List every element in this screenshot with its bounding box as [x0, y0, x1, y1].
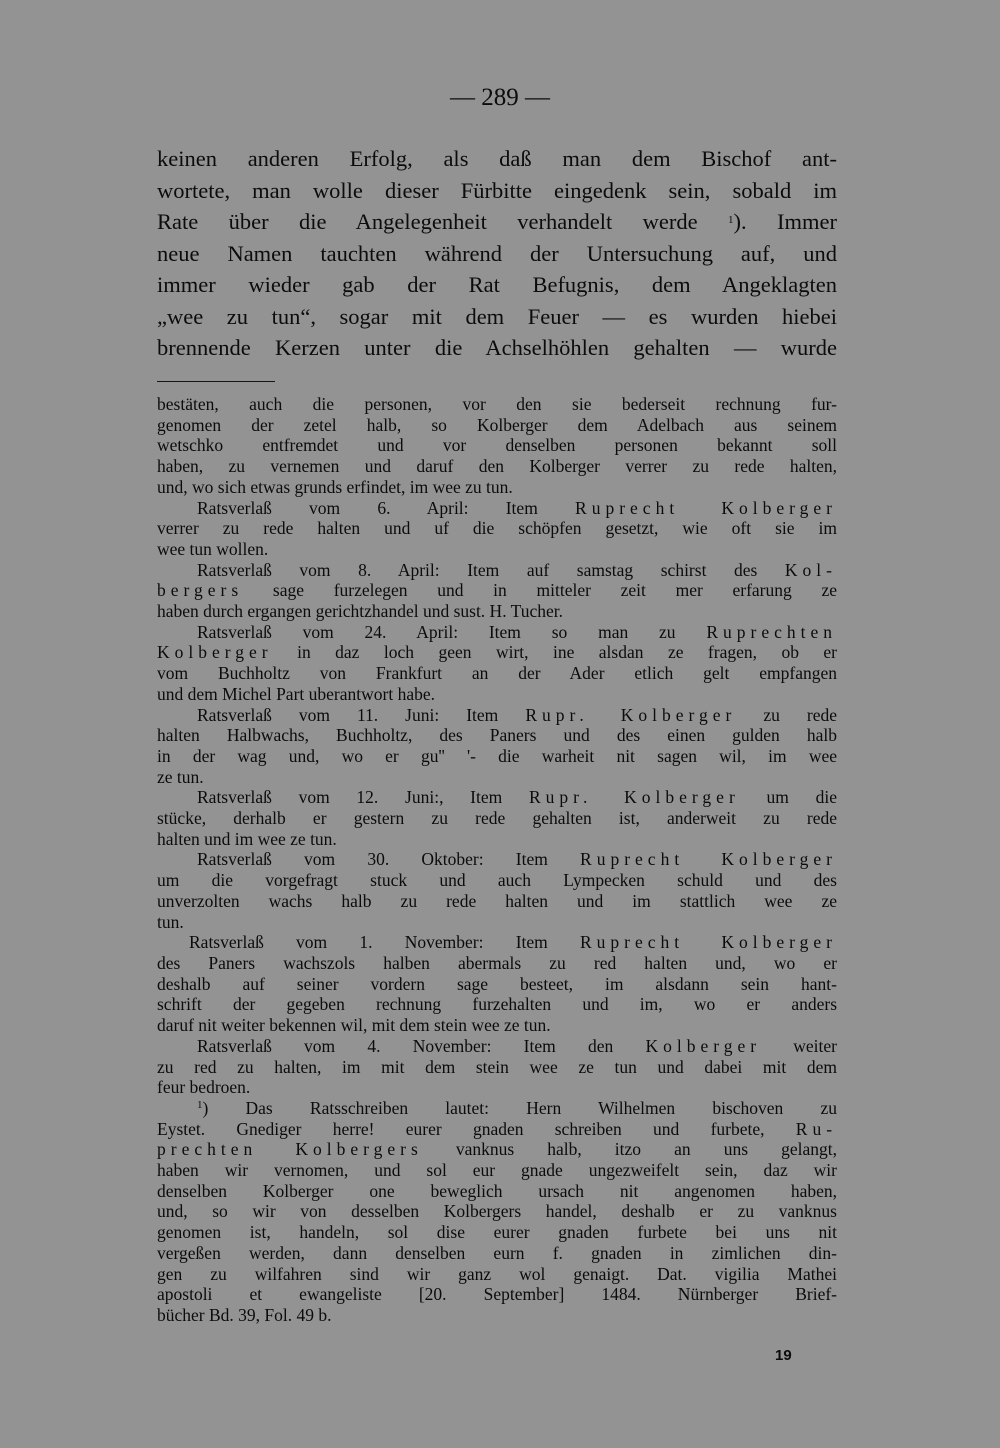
footnote-line: halten Halbwachs, Buchholtz, des Paners und des einen gulden halb	[157, 725, 837, 746]
page-number: — 289 —	[450, 84, 550, 111]
text-fragment: Ratsverlaß vom 24. April: Item so man zu	[197, 621, 676, 642]
spaced-name: Kolberger	[645, 1035, 762, 1056]
footnote-line	[157, 1098, 837, 1119]
footnotes-block	[157, 394, 837, 1326]
spaced-name: Ruprecht Kolberger	[580, 849, 837, 870]
footnote-line: apostoli et ewangeliste [20. September] 1484. Nürnberger Brief-	[157, 1284, 837, 1305]
text-fragment: sage furzelegen und in mitteler zeit mer erfarung ze	[272, 580, 837, 601]
footnote-line: haben wir vernomen, und sol eur gnade ungezweifelt sein, daz wir	[157, 1160, 837, 1181]
text-fragment: Ratsverlaß vom 11. Juni: Item	[197, 704, 499, 725]
footnote-line	[157, 560, 837, 581]
footnote-line: daruf nit weiter bekennen wil, mit dem stein wee ze tun.	[157, 1015, 551, 1036]
footnote-line: genomen der zetel halb, so Kolberger dem Adelbach aus seinem	[157, 414, 837, 435]
footnote-separator	[157, 381, 275, 382]
footnote-marker: 1	[197, 1098, 203, 1111]
main-body-text	[157, 143, 837, 364]
footnote-line	[157, 498, 837, 519]
footnote-line	[157, 642, 837, 663]
text-fragment: weiter	[793, 1035, 838, 1056]
text-line: wortete, man wolle dieser Fürbitte eingedenk sein, sobald im	[157, 177, 837, 203]
footnote-line	[157, 787, 837, 808]
text-fragment: Ratsverlaß vom 8. April: Item auf samstag schirst des	[197, 559, 758, 580]
footnote-line: ze tun.	[157, 766, 204, 787]
text-fragment: ). Immer	[733, 209, 838, 234]
spaced-name: Ruprecht Kolberger	[575, 497, 838, 518]
footnote-line: haben durch ergangen gerichtzhandel und sust. H. Tucher.	[157, 601, 563, 622]
text-fragment: ) Das Ratsschreiben lautet: Hern Wilhelmen bischoven zu	[202, 1097, 837, 1118]
footnote-line: tun.	[157, 911, 184, 932]
footnote-line	[157, 1036, 837, 1057]
footnote-line: gen zu wilfahren sind wir ganz wol genaigt. Dat. vigilia Mathei	[157, 1263, 837, 1284]
footnote-line: bestäten, auch die personen, vor den sie bederseit rechnung fur-	[157, 394, 837, 414]
text-line: „wee zu tun“, sogar mit dem Feuer — es wurden hiebei	[157, 303, 837, 329]
footnote-line: deshalb auf seiner vordern sage besteet, im alsdann sein hant-	[157, 973, 837, 994]
spaced-name: Rupr. Kolberger	[529, 787, 740, 808]
text-fragment: Rate über die Angelegenheit verhandelt werde	[157, 209, 698, 234]
text-fragment: Ratsverlaß vom 30. Oktober: Item	[197, 849, 548, 870]
spaced-name: bergers	[157, 580, 244, 601]
footnote-line: stücke, derhalb er gestern zu rede gehalten ist, anderweit zu rede	[157, 808, 837, 829]
signature-mark: 19	[775, 1347, 792, 1364]
footnote-line	[157, 705, 837, 726]
footnote-line: haben, zu vernemen und daruf den Kolberger verrer zu rede halten,	[157, 456, 837, 477]
footnote-line: halten und im wee ze tun.	[157, 828, 337, 849]
spaced-name: prechten Kolbergers	[157, 1139, 423, 1160]
text-fragment: um die	[766, 787, 838, 808]
text-fragment: vanknus halb, itzo an uns gelangt,	[455, 1139, 837, 1160]
footnote-line: bücher Bd. 39, Fol. 49 b.	[157, 1304, 332, 1325]
spaced-name: Ruprecht Kolberger	[580, 932, 837, 953]
footnote-reference: 1	[728, 214, 734, 226]
footnote-line: um die vorgefragt stuck und auch Lympecken schuld und des	[157, 870, 837, 891]
footnote-line: zu red zu halten, im mit dem stein wee ze tun und dabei mit dem	[157, 1056, 837, 1077]
text-fragment: Ratsverlaß vom 1. November: Item	[189, 932, 548, 953]
text-fragment: Ratsverlaß vom 12. Juni:, Item	[197, 787, 503, 808]
footnote-line: und dem Michel Part uberantwort habe.	[157, 683, 435, 704]
spaced-name: Kol-	[784, 559, 837, 580]
footnote-line: vom Buchholtz von Frankfurt an der Ader etlich gelt empfangen	[157, 663, 837, 684]
text-line: brennende Kerzen unter die Achselhöhlen gehalten — wurde	[157, 335, 837, 360]
footnote-line	[157, 849, 837, 870]
footnote-line: in der wag und, wo er gu'' '- die warheit nit sagen wil, im wee	[157, 745, 837, 766]
footnote-line	[157, 1119, 837, 1140]
text-fragment: Eystet. Gnediger herre! eurer gnaden schreiben und furbete,	[157, 1118, 765, 1139]
text-fragment: zu rede	[763, 704, 838, 725]
text-fragment: in daz loch geen wirt, ine alsdan ze fragen, ob er	[297, 642, 837, 663]
footnote-line	[157, 932, 837, 953]
footnote-line: und, wo sich etwas grunds erfindet, im wee zu tun.	[157, 476, 513, 497]
footnote-line: schrift der gegeben rechnung furzehalten und im, wo er anders	[157, 994, 837, 1015]
spaced-name: Rupr. Kolberger	[525, 704, 737, 725]
footnote-line: vergeßen werden, dann denselben eurn f. gnaden in zimlichen din-	[157, 1242, 837, 1263]
spaced-name: Kolberger	[157, 642, 273, 663]
spaced-name: Ru-	[795, 1118, 838, 1139]
footnote-line	[157, 1139, 837, 1160]
footnote-line: unverzolten wachs halb zu rede halten und im stattlich wee ze	[157, 890, 837, 911]
text-fragment: Ratsverlaß vom 6. April: Item	[197, 497, 538, 518]
text-line: neue Namen tauchten während der Untersuchung auf, und	[157, 240, 837, 266]
footnote-line: feur bedroen.	[157, 1077, 251, 1098]
text-line: immer wieder gab der Rat Befugnis, dem Angeklagten	[157, 272, 837, 297]
text-line	[157, 206, 837, 238]
footnote-line	[157, 580, 837, 601]
footnote-line: wetschko entfremdet und vor denselben personen bekannt soll	[157, 435, 837, 456]
footnote-line: und, so wir von desselben Kolbergers handel, deshalb er zu vanknus	[157, 1201, 837, 1222]
footnote-line: genomen ist, handeln, sol dise eurer gnaden furbete bei uns nit	[157, 1222, 837, 1243]
footnote-line: des Paners wachszols halben abermals zu red halten und, wo er	[157, 952, 837, 973]
footnote-line: verrer zu rede halten und uf die schöpfen gesetzt, wie oft sie im	[157, 518, 837, 539]
footnote-line: wee tun wollen.	[157, 538, 269, 559]
text-fragment: Ratsverlaß vom 4. November: Item den	[197, 1035, 614, 1056]
text-line: keinen anderen Erfolg, als daß man dem Bischof ant-	[157, 146, 837, 171]
footnote-line	[157, 622, 837, 643]
spaced-name: Ruprechten	[706, 621, 838, 642]
footnote-line: denselben Kolberger one beweglich ursach nit angenomen haben,	[157, 1180, 837, 1201]
